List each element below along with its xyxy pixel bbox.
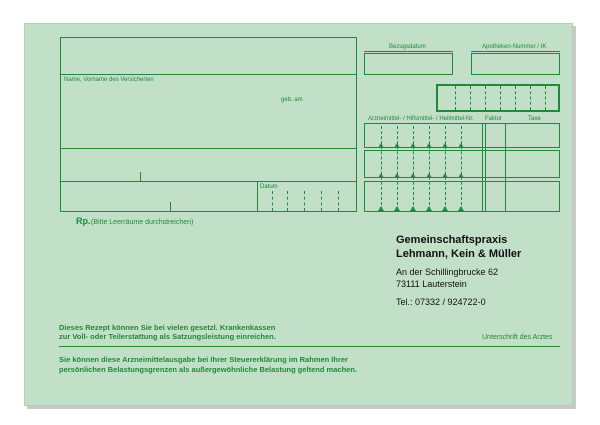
datum-label: Datum: [260, 184, 278, 190]
datum-box-left: [257, 181, 258, 212]
med-dash-5: [445, 126, 446, 210]
med-marker: [426, 173, 432, 178]
patient-box-divider-2: [60, 148, 357, 149]
med-dash-3: [413, 126, 414, 210]
name-label: Name, Vorname des Versicherten: [64, 77, 154, 83]
datum-dash-3: [304, 191, 305, 211]
med-marker: [458, 143, 464, 148]
rp-hint: (Bitte Leerräume durchstreichen): [91, 219, 194, 226]
signature-label: Unterschrift des Arztes: [482, 334, 553, 341]
practice-city: 73111 Lauterstein: [396, 279, 467, 289]
practice-phone: Tel.: 07332 / 924722-0: [396, 297, 486, 307]
datum-dash-2: [287, 191, 288, 211]
code-dash-5: [515, 86, 516, 110]
bezugsdatum-rule: [364, 51, 453, 52]
med-marker: [426, 143, 432, 148]
prescription-form: [24, 23, 573, 406]
med-dash-4: [429, 126, 430, 210]
rp-label: Rp.: [76, 216, 91, 226]
med-dash-6: [461, 126, 462, 210]
med-marker: [394, 143, 400, 148]
footer-line1: Sie können diese Arzneimittelausgabe bei Ihrer Steuererklärung im Rahmen Ihrer: [59, 355, 348, 364]
faktor-divider-a: [482, 123, 483, 212]
faktor-label: Faktor: [485, 116, 503, 122]
geb-label: geb. am: [281, 97, 303, 103]
practice-name-line1: Gemeinschaftspraxis: [396, 234, 508, 246]
datum-dash-1: [272, 191, 273, 211]
med-marker: [458, 206, 464, 211]
code-dash-7: [545, 86, 546, 110]
footer-line2: persönlichen Belastungsgrenzen als außergewöhnliche Belastung geltend machen.: [59, 365, 357, 374]
apotheken-field[interactable]: [471, 53, 560, 75]
apotheken-rule: [471, 51, 560, 52]
med-marker: [410, 143, 416, 148]
practice-street: An der Schillingbrucke 62: [396, 267, 499, 277]
med-marker: [378, 173, 384, 178]
bezugsdatum-field[interactable]: [364, 53, 453, 75]
med-marker: [410, 173, 416, 178]
patient-tick-2: [170, 202, 171, 212]
notice-line1: Dieses Rezept können Sie bei vielen gesetzl. Krankenkassen: [59, 323, 276, 332]
patient-box-divider-3: [60, 181, 357, 182]
med-marker: [410, 206, 416, 211]
code-dash-4: [500, 86, 501, 110]
med-marker: [442, 143, 448, 148]
patient-box-divider-1: [60, 74, 357, 75]
med-marker: [378, 143, 384, 148]
practice-name-line2: Lehmann, Kein & Müller: [396, 248, 522, 260]
datum-dash-4: [321, 191, 322, 211]
med-marker: [394, 206, 400, 211]
apotheken-label: Apotheken-Nummer / IK: [482, 44, 547, 50]
footer-rule: [59, 346, 560, 347]
patient-tick-1: [140, 172, 141, 181]
code-dash-3: [485, 86, 486, 110]
code-dash-6: [530, 86, 531, 110]
code-dash-2: [470, 86, 471, 110]
med-marker: [442, 173, 448, 178]
arznei-label: Arzneimittel- / Hilfsmittel- / Heilmittel-Nr.: [368, 116, 474, 122]
taxe-divider: [505, 123, 506, 212]
faktor-divider-b: [485, 123, 486, 212]
bezugsdatum-label: Bezugsdatum: [389, 44, 426, 50]
med-marker: [426, 206, 432, 211]
med-marker: [442, 206, 448, 211]
med-marker: [458, 173, 464, 178]
code-dash-1: [455, 86, 456, 110]
med-dash-2: [397, 126, 398, 210]
patient-box: [60, 37, 357, 212]
datum-dash-5: [338, 191, 339, 211]
med-marker: [378, 206, 384, 211]
med-dash-1: [381, 126, 382, 210]
med-marker: [394, 173, 400, 178]
notice-line2: zur Voll- oder Teilerstattung als Satzungsleistung einreichen.: [59, 332, 276, 341]
taxe-label: Taxe: [528, 116, 541, 122]
